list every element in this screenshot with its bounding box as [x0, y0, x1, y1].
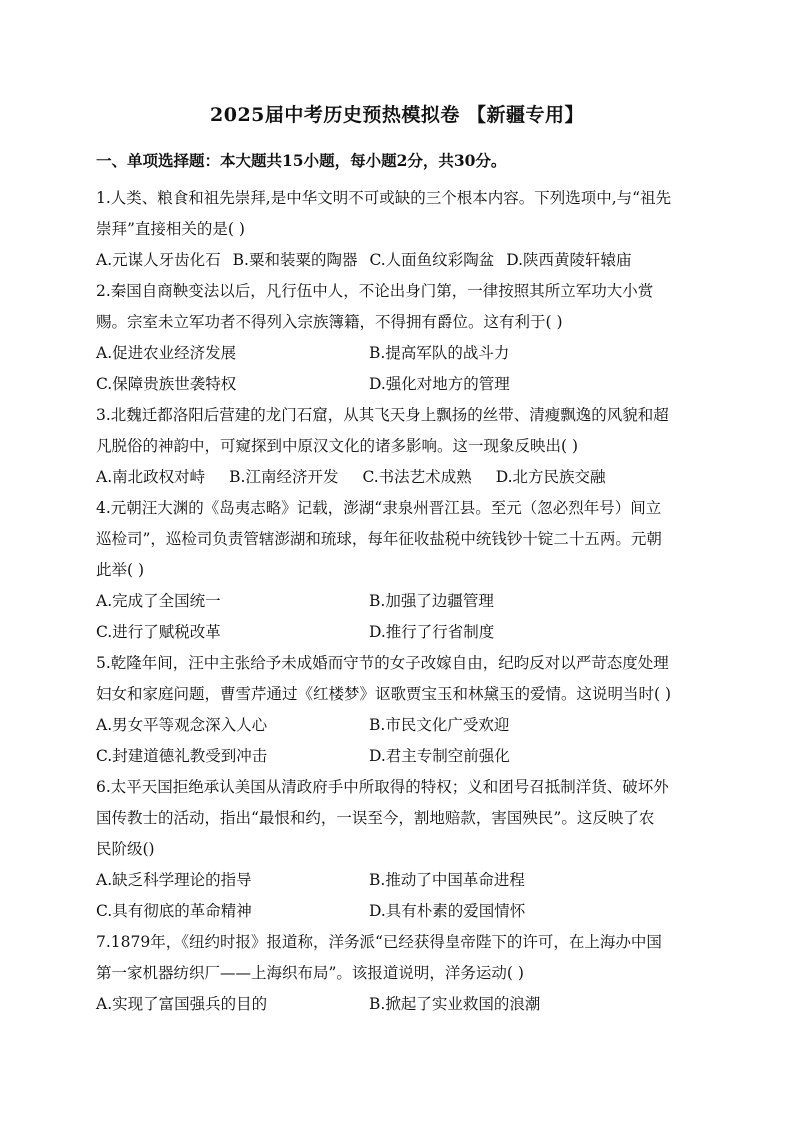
option-c: C.人面鱼纹彩陶盆 [369, 251, 495, 269]
option-b: B.粟和装粟的陶器 [232, 251, 358, 269]
option-c: C.书法艺术成熟 [362, 468, 472, 486]
options-row [96, 338, 698, 369]
option-c: C.封建道德礼教受到冲击 [96, 747, 268, 765]
option-d: D.北方民族交融 [495, 468, 606, 486]
question-6 [96, 772, 698, 927]
section-heading: 一、单项选择题：本大题共15小题，每小题2分，共30分。 [96, 151, 507, 170]
question-text: 7.1879年，《纽约时报》报道称，洋务派“已经获得皇帝陛下的许可，在上海办中国 [96, 933, 662, 951]
question-1 [96, 183, 698, 276]
option-a: A.缺乏科学理论的指导 [96, 871, 252, 889]
exam-title: 2025届中考历史预热模拟卷 【新疆专用】 [210, 104, 584, 126]
question-text: 3.北魏迁都洛阳后营建的龙门石窟，从其飞天身上飘扬的丝带、清瘦飘逸的风貌和超 [96, 406, 669, 424]
options-row [96, 989, 698, 1020]
question-text: 民阶级() [96, 840, 155, 858]
question-text: 此举( ) [96, 561, 145, 579]
option-c: C.具有彻底的革命精神 [96, 902, 252, 920]
option-a: A.完成了全国统一 [96, 592, 221, 610]
question-5 [96, 648, 698, 772]
question-text: 妇女和家庭问题，曹雪芹通过《红楼梦》讴歌贾宝玉和林黛玉的爱情。这说明当时( ) [96, 685, 672, 703]
question-text: 第一家机器纺织厂——上海织布局”。该报道说明，洋务运动( ) [96, 964, 524, 982]
question-text: 6.太平天国拒绝承认美国从清政府手中所取得的特权；义和团号召抵制洋货、破坏外 [96, 778, 669, 796]
question-text: 赐。宗室未立军功者不得列入宗族簿籍，不得拥有爵位。这有利于( ) [96, 313, 563, 331]
question-text: 国传教士的活动，指出“最恨和约，一误至今，割地赔款，害国殃民”。这反映了农 [96, 809, 655, 827]
question-2 [96, 276, 698, 400]
question-text: 凡脱俗的神韵中，可窥探到中原汉文化的诸多影响。这一现象反映出( ) [96, 437, 579, 455]
option-a: A.男女平等观念深入人心 [96, 716, 268, 734]
option-d: D.强化对地方的管理 [369, 375, 510, 393]
option-b: B.江南经济开发 [229, 468, 339, 486]
question-4 [96, 493, 698, 648]
options-row [96, 369, 698, 400]
question-text: 2.秦国自商鞅变法以后，凡行伍中人，不论出身门第，一律按照其所立军功大小赏 [96, 282, 654, 300]
options-row [96, 586, 698, 617]
options-row [96, 710, 698, 741]
option-a: A.元谋人牙齿化石 [96, 251, 221, 269]
question-text: 4.元朝汪大渊的《岛夷志略》记载，澎湖“隶泉州晋江县。至元（忽必烈年号）间立 [96, 499, 662, 517]
option-d: D.君主专制空前强化 [369, 747, 510, 765]
option-d: D.陕西黄陵轩辕庙 [506, 251, 632, 269]
option-d: D.具有朴素的爱国情怀 [369, 902, 526, 920]
question-text: 崇拜”直接相关的是( ) [96, 220, 245, 238]
question-text: 1.人类、粮食和祖先崇拜,是中华文明不可或缺的三个根本内容。下列选项中,与“祖先 [96, 189, 672, 207]
options-row [96, 462, 698, 493]
options-row [96, 245, 698, 276]
option-a: A.南北政权对峙 [96, 468, 206, 486]
option-b: B.提高军队的战斗力 [369, 344, 510, 362]
question-7 [96, 927, 698, 1020]
question-text: 5.乾隆年间，汪中主张给予未成婚而守节的女子改嫁自由，纪昀反对以严苛态度处理 [96, 654, 669, 672]
option-b: B.市民文化广受欢迎 [369, 716, 510, 734]
option-b: B.加强了边疆管理 [369, 592, 494, 610]
option-d: D.推行了行省制度 [369, 623, 495, 641]
options-row [96, 865, 698, 896]
option-c: C.进行了赋税改革 [96, 623, 221, 641]
option-b: B.推动了中国革命进程 [369, 871, 525, 889]
options-row [96, 741, 698, 772]
options-row [96, 617, 698, 648]
option-a: A.促进农业经济发展 [96, 344, 237, 362]
question-3 [96, 400, 698, 493]
option-c: C.保障贵族世袭特权 [96, 375, 237, 393]
options-row [96, 896, 698, 927]
option-b: B.掀起了实业救国的浪潮 [369, 995, 541, 1013]
option-a: A.实现了富国强兵的目的 [96, 995, 268, 1013]
question-text: 巡检司”，巡检司负责管辖澎湖和琉球，每年征收盐税中统钱钞十锭二十五两。元朝 [96, 530, 662, 548]
